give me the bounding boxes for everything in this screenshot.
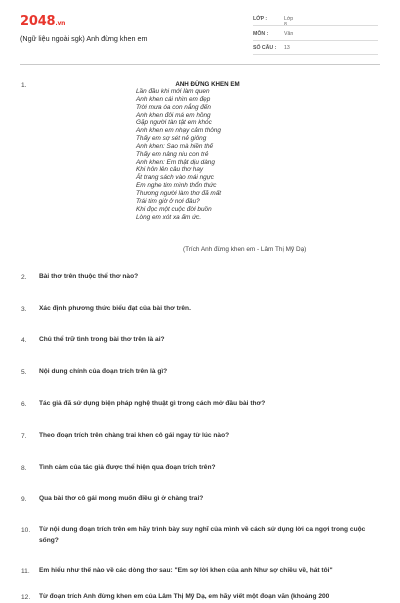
question-text: Nội dung chính của đoạn trích trên là gì? [39, 368, 168, 375]
question-text: Bài thơ trên thuộc thể thơ nào? [39, 273, 139, 280]
meta-divider [253, 40, 378, 41]
meta-divider [253, 25, 378, 26]
poem-line: Thương người làm thơ đã mất [136, 189, 222, 197]
question-number: 3. [21, 306, 27, 313]
question-number: 1. [21, 82, 27, 89]
question-number: 4. [21, 337, 27, 344]
poem-line: Thấy em nâng niu con trẻ [136, 150, 209, 158]
meta-divider [253, 54, 378, 55]
poem-line: Anh khen đôi má em hồng [136, 111, 211, 119]
poem-body [136, 88, 221, 221]
poem-line: Anh khen: Sao mà hiền thế [136, 142, 214, 150]
logo-text: 2048 [20, 14, 56, 29]
question-number: 2. [21, 274, 27, 281]
meta-count-label: SỐ CÂU : [253, 45, 277, 51]
question-number: 10. [21, 527, 31, 534]
site-logo[interactable] [20, 14, 65, 29]
meta-class-value: Lớp 8 [284, 16, 294, 28]
meta-count-value: 13 [284, 45, 290, 51]
question-text: Em hiểu như thế nào về các dòng thơ sau: "Em sợ lời khen của anh Như sợ chiều về, hát tôi" [39, 567, 333, 574]
poem-line: Lần đầu khi mới làm quen [136, 88, 210, 95]
meta-class-label: LỚP : [253, 16, 268, 22]
question-number: 8. [21, 465, 27, 472]
poem-line: Khi hôn lên câu thơ hay [136, 166, 204, 174]
question-text: Tác giả đã sử dụng biện pháp nghệ thuật gì trong cách mở đầu bài thơ? [39, 400, 266, 407]
logo-suffix: .vn [55, 20, 66, 27]
poem-line: Gặp người tàn tật em khóc [136, 119, 212, 127]
meta-subject-label: MÔN : [253, 31, 269, 37]
question-text: Từ đoạn trích Anh đừng khen em của Lâm Thị Mỹ Dạ, em hãy viết một đoạn văn (khoảng 200 [39, 593, 330, 600]
poem-line: Em nghe tim mình thổn thức [136, 182, 217, 190]
poem-line: Ất trang sách vào mái ngực [136, 174, 214, 182]
question-number: 12. [21, 594, 31, 601]
question-text: Theo đoạn trích trên chàng trai khen cô gái ngay từ lúc nào? [39, 432, 230, 439]
question-number: 11. [21, 568, 30, 575]
poem-line: Khi đọc một cuộc đời buồn [136, 205, 212, 213]
question-text: Qua bài thơ cô gái mong muốn điều gì ở chàng trai? [39, 495, 204, 502]
header-divider [20, 64, 380, 65]
document-title: (Ngữ liệu ngoài sgk) Anh đừng khen em [20, 34, 148, 43]
meta-subject-value: Văn [284, 31, 294, 37]
poem-line: Trời mưa óa con nắng đến [136, 103, 211, 111]
poem-line: Thấy em sợ sét nẻ giông [136, 135, 207, 143]
question-number: 7. [21, 433, 27, 440]
page-header [0, 0, 400, 62]
question-text: Từ nội dung đoạn trích trên em hãy trình bày suy nghĩ của mình về cách sử dụng lời ca ngợi trong cuộc sống? [39, 526, 366, 544]
question-number: 6. [21, 401, 27, 408]
poem-source: (Trích Anh đừng khen em - Lâm Thị Mỹ Dạ) [183, 246, 307, 253]
question-number: 9. [21, 496, 27, 503]
poem-line: Trái tim giờ ở nơi đâu? [136, 197, 200, 205]
poem-line: Anh khen: Em thật dịu dàng [136, 158, 215, 166]
poem-title: ANH ĐỪNG KHEN EM [175, 81, 240, 88]
question-number: 5. [21, 369, 27, 376]
question-text: Xác định phương thức biểu đạt của bài thơ trên. [39, 305, 191, 312]
poem-line: Anh khen em nhạy cảm thông [136, 127, 221, 135]
question-text: Chủ thể trữ tình trong bài thơ trên là ai? [39, 336, 165, 343]
question-text: Tình cảm của tác giả được thể hiện qua đoạn trích trên? [39, 464, 216, 471]
poem-line: Anh khen cái nhìn em đẹp [136, 95, 211, 103]
poem-line: Lòng em xót xa ấm ức. [136, 213, 202, 221]
